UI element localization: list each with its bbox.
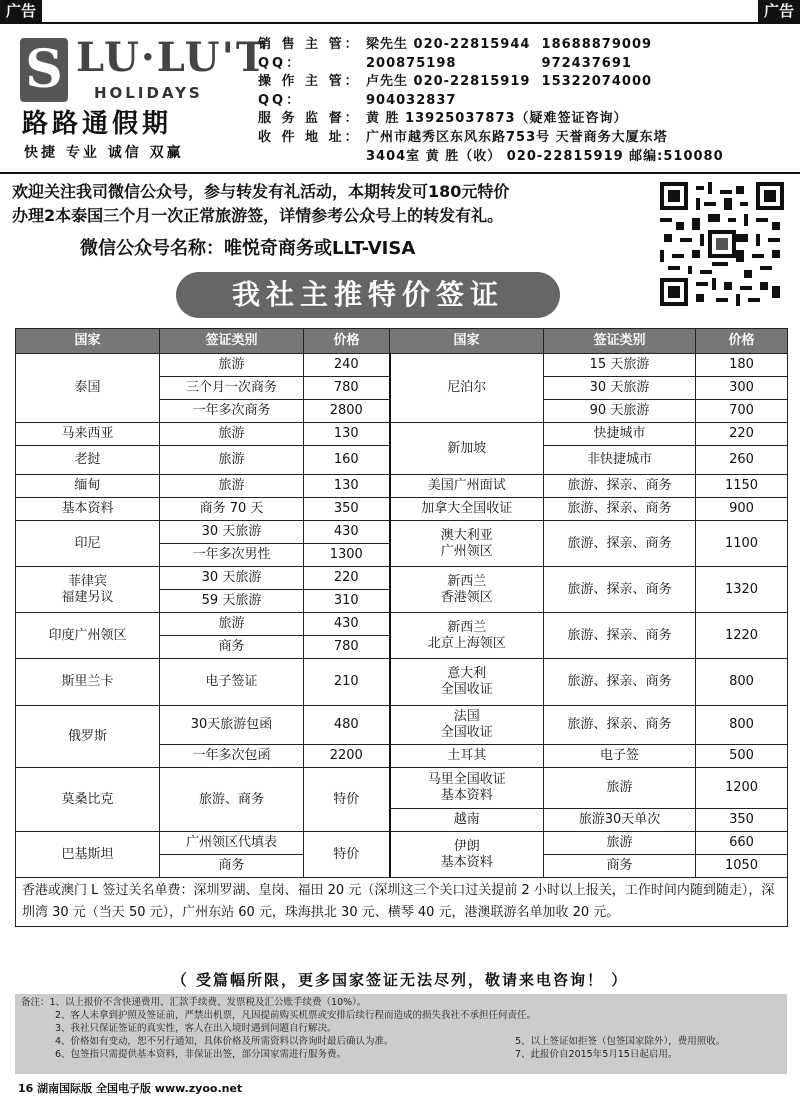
hk-macau-note-row: 香港或澳门 L 签过关名单费：深圳罗湖、皇岗、福田 20 元（深圳这三个关口过关提前 2 小时以上报关，工作时间内随到随走），深圳湾 30 元（当天 50 元），广州东站 60 元，珠海拱北 30 元、横琴 40 元，港澳联游名单加收 20 元。 bbox=[16, 878, 788, 927]
header-divider bbox=[0, 172, 800, 174]
logo-mark-icon: S bbox=[20, 38, 68, 102]
table-row: 商务 商务 1050 bbox=[16, 855, 788, 878]
table-row: 三个月一次商务 780 30 天旅游 300 bbox=[16, 377, 788, 400]
contact-row: 3404室 黄 胜（收） 020-22815919 邮编:510080 bbox=[366, 148, 724, 164]
table-row: 一年多次商务 2800 90 天旅游 700 bbox=[16, 400, 788, 423]
logo-sub: HOLIDAYS bbox=[94, 84, 203, 102]
logo-slogan: 快捷 专业 诚信 双赢 bbox=[24, 145, 184, 161]
table-row: 土耳其 电子签 500 bbox=[16, 745, 788, 768]
more-countries-note: （ 受篇幅所限，更多国家签证无法尽列，敬请来电咨询！ ） bbox=[171, 971, 629, 989]
logo-chinese-name: 路路通假期 bbox=[22, 109, 173, 139]
table-row: 莫桑比克 旅游、商务 特价 马里全国收证 基本资料 旅游 1200 bbox=[16, 768, 788, 809]
contact-row: QQ： 904032837 bbox=[258, 92, 457, 108]
promo-text: 欢迎关注我司微信公众号，参与转发有礼活动，本期转发可180元特价 办理2本泰国三个月一次正常旅游签，详情参考公众号上的转发有礼。 bbox=[12, 182, 510, 225]
table-row: 马来西亚 旅游 130 新加坡 快捷城市 220 bbox=[16, 423, 788, 446]
contact-row: 收 件 地 址： 广州市越秀区东风东路753号 天誉商务大厦东塔 bbox=[258, 129, 668, 145]
table-row: 印尼 30 天旅游 430 澳大利亚 广州领区 旅游、探亲、商务 1100 bbox=[16, 521, 788, 544]
featured-visa-banner: 我社主推特价签证 bbox=[176, 272, 560, 318]
visa-price-table: 国家 签证类别 价格 国家 签证类别 价格 泰国 旅游 240 尼泊尔 15 天旅游 180 三个月一次商务 780 30 天旅游 300 一年多次商务 2800 90 天旅游 700 马来西亚 旅游 130 新加坡 快捷城市 220 老挝 旅游 160 非快捷城市 260 缅甸 旅游 130 美国广州面试 旅游、探亲、商务 1150 基本资料 商务 70 天 350 加拿大全国收证 旅游、探亲、商务 900 印尼 30 天旅游 430 澳大利亚 广州领区 旅游、探亲、商务 1100 一年多次男性 1300 菲律宾 福建另议 30 天旅游 220 新西兰 香港领区 旅游、探亲、商务 1320 59 天旅游 310 印度广州领区 旅游 430 新西兰 北京上海领区 旅游、探亲、商务 1220 商务 780 斯里兰卡 电子签证 210 意大利 全国收证 旅游、探亲、商务 800 俄罗斯 30天旅游包函 480 法国 全国收证 旅游、探亲、商务 800 一年多次包函 2200 土耳其 电子签 500 莫桑比克 旅游、商务 特价 马里全国收证 基本资料 旅游 1200 越南 旅游30天单次 350 巴基斯坦 广州领区代填表 特价 伊朗 基本资料 旅游 660 商务 商务 1050 香港或澳门 L 签过关名单费：深圳罗湖、皇岗、福田 20 元（深圳这三个关口过关提前 2 小时以上报关，工作时间内随到随走），深圳湾 30 元（当天 50 元），广州东站 60 元，珠海拱北 30 元、横琴 40 元，港澳联游名单加收 20 元。 bbox=[15, 328, 788, 927]
contact-row: 销 售 主 管： 梁先生 020-22815944 18688879009 bbox=[258, 37, 653, 52]
top-rule bbox=[0, 22, 800, 24]
table-row: 菲律宾 福建另议 30 天旅游 220 新西兰 香港领区 旅游、探亲、商务 1320 bbox=[16, 567, 788, 590]
table-row: 泰国 旅游 240 尼泊尔 15 天旅游 180 bbox=[16, 354, 788, 377]
remarks-box: 备注： 1、以上报价不含快递费用、汇款手续费、发票税及汇公账手续费（10%）。 2、客人未拿到护照及签证前，严禁出机票，凡因提前购买机票或安排后续行程而造成的损失我社不承担任何责任。 3、我社只保证签证的真实性，客人在出入境时遇到问题自行解决。 4、价格如有变动，恕不另行通知，具体价格及所需资料以咨询时最后确认为准。 5、以上签证如拒签（包签国家除外），费用照收。 6、包签指只需提供基本资料，非保证出签，部分国家需进行服务费。 7、此报价自2015年5月15日起启用。 bbox=[15, 994, 787, 1074]
table-row: 巴基斯坦 广州领区代填表 特价 伊朗 基本资料 旅游 660 bbox=[16, 832, 788, 855]
wechat-name: 微信公众号名称：唯悦奇商务或LLT-VISA bbox=[80, 238, 416, 259]
table-row: 59 天旅游 310 bbox=[16, 590, 788, 613]
table-row: 一年多次男性 1300 bbox=[16, 544, 788, 567]
table-row: 基本资料 商务 70 天 350 加拿大全国收证 旅游、探亲、商务 900 bbox=[16, 498, 788, 521]
contact-row: 服 务 监 督： 黄 胜 13925037873（疑难签证咨询） bbox=[258, 111, 628, 127]
table-row: 缅甸 旅游 130 美国广州面试 旅游、探亲、商务 1150 bbox=[16, 475, 788, 498]
logo-word: LU·LU'T bbox=[76, 34, 268, 81]
table-row: 斯里兰卡 电子签证 210 意大利 全国收证 旅游、探亲、商务 800 bbox=[16, 659, 788, 706]
table-row: 印度广州领区 旅游 430 新西兰 北京上海领区 旅游、探亲、商务 1220 bbox=[16, 613, 788, 636]
header bbox=[0, 28, 800, 170]
contact-list bbox=[258, 36, 798, 166]
qr-code-icon bbox=[660, 182, 784, 306]
contact-row: QQ： 200875198 972437691 bbox=[258, 55, 632, 71]
table-row: 俄罗斯 30天旅游包函 480 法国 全国收证 旅游、探亲、商务 800 bbox=[16, 706, 788, 745]
table-row: 商务 780 bbox=[16, 636, 788, 659]
contact-row: 操 作 主 管： 卢先生 020-22815919 15322074000 bbox=[258, 74, 653, 90]
company-logo bbox=[14, 34, 268, 164]
page-footer: 16 湖南国际版 全国电子版 www.zyoo.net bbox=[18, 1082, 243, 1095]
ad-tag-right: 广告 bbox=[758, 0, 800, 22]
table-row: 老挝 旅游 160 非快捷城市 260 bbox=[16, 446, 788, 475]
table-header-row: 国家 签证类别 价格 国家 签证类别 价格 bbox=[16, 329, 788, 354]
ad-tag-left: 广告 bbox=[0, 0, 42, 22]
table-row: 越南 旅游30天单次 350 bbox=[16, 809, 788, 832]
